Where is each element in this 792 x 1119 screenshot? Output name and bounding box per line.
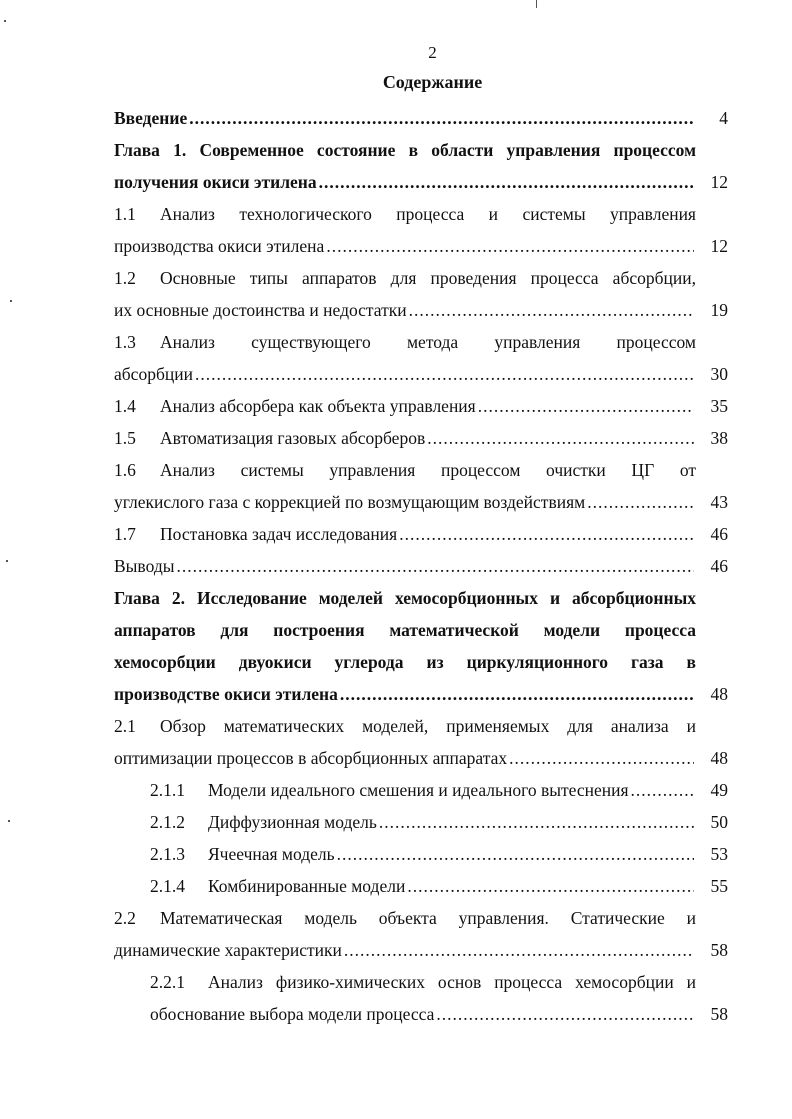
toc-entry-number: 2.1.1 — [150, 780, 185, 800]
toc-entry-number: 2.1.4 — [150, 876, 185, 896]
toc-entry-number: 2.1.2 — [150, 812, 185, 832]
toc-entry — [150, 806, 728, 838]
toc-entry-title: производства окиси этилена — [114, 236, 325, 256]
toc-entry — [114, 102, 728, 134]
toc-entry-title: обоснование выбора модели процесса — [150, 1004, 435, 1024]
toc-entry — [114, 902, 728, 966]
toc-entry-number: 2.1 — [114, 716, 136, 736]
toc-entry-title: Глава 2. Исследование моделей хемосорбционных и абсорбционных — [114, 588, 696, 608]
toc-entry-number: 2.2.1 — [150, 972, 185, 992]
toc-entry-number: 1.2 — [114, 268, 136, 288]
page-number: 2 — [428, 43, 437, 62]
toc-entry-title: Анализ технологического процесса и системы управления — [160, 204, 696, 224]
toc-dot-leader — [337, 838, 694, 870]
toc-entry-title: производстве окиси этилена — [114, 684, 338, 704]
toc-dot-leader — [319, 166, 694, 198]
toc-entry — [150, 774, 728, 806]
toc-page-number: 46 — [710, 556, 728, 576]
toc-entry-title: Анализ физико-химических основ процесса хемосорбции и — [208, 972, 696, 992]
page-title: Содержание — [382, 72, 483, 92]
toc-entry-title: получения окиси этилена — [114, 172, 317, 192]
toc-page-number: 49 — [710, 780, 728, 800]
toc-entry — [114, 454, 728, 518]
toc-entry-number: 2.2 — [114, 908, 136, 928]
toc-dot-leader — [587, 486, 694, 518]
toc-entry — [114, 582, 728, 710]
toc-entry — [114, 134, 728, 198]
toc-dot-leader — [399, 518, 694, 550]
toc-entry-number: 1.3 — [114, 332, 136, 352]
toc-entry-title: Комбинированные модели — [208, 876, 406, 896]
toc-page-number: 38 — [710, 428, 728, 448]
toc-dot-leader — [340, 678, 694, 710]
toc-dot-leader — [631, 774, 694, 806]
toc-entry — [150, 966, 728, 1030]
toc-dot-leader — [509, 742, 694, 774]
toc-dot-leader — [344, 934, 694, 966]
toc-entry-title: их основные достоинства и недостатки — [114, 300, 407, 320]
toc-entry-title: Модели идеального смешения и идеального вытеснения — [208, 780, 629, 800]
toc-entry-title: Диффузионная модель — [208, 812, 377, 832]
toc-dot-leader — [409, 294, 694, 326]
toc-page-number: 43 — [710, 492, 728, 512]
toc-entry-title: Основные типы аппаратов для проведения процесса абсорбции, — [160, 268, 696, 288]
toc-page-number: 46 — [710, 524, 728, 544]
toc-entry-title: оптимизации процессов в абсорбционных аппаратах — [114, 748, 508, 768]
scan-mark — [536, 0, 537, 8]
toc-entry-number: 1.5 — [114, 428, 136, 448]
toc-page-number: 35 — [710, 396, 728, 416]
toc-entry-title: Математическая модель объекта управления. Статические и — [160, 908, 696, 928]
toc-dot-leader — [379, 806, 694, 838]
toc-page-number: 48 — [710, 748, 728, 768]
toc-entry-title: Выводы — [114, 556, 175, 576]
toc-page-number: 30 — [710, 364, 728, 384]
toc-page-number: 4 — [719, 108, 728, 128]
toc-dot-leader — [436, 998, 694, 1030]
scan-mark — [6, 560, 8, 562]
toc-entry — [114, 390, 728, 422]
toc-page-number: 19 — [710, 300, 728, 320]
toc-dot-leader — [176, 550, 694, 582]
toc-entry-title: Глава 1. Современное состояние в области управления процессом — [114, 140, 696, 160]
toc-entry-title: Автоматизация газовых абсорберов — [160, 428, 426, 448]
toc-entry-number: 1.7 — [114, 524, 136, 544]
toc-entry — [150, 838, 728, 870]
toc-entry-title: Ячеечная модель — [208, 844, 335, 864]
toc-entry-number: 1.1 — [114, 204, 136, 224]
toc-entry-title: хемосорбции двуокиси углерода из циркуляционного газа в — [114, 652, 696, 672]
toc-entry — [114, 422, 728, 454]
toc-dot-leader — [407, 870, 694, 902]
toc-entry-title: Постановка задач исследования — [160, 524, 398, 544]
toc-entry — [150, 870, 728, 902]
toc-dot-leader — [427, 422, 694, 454]
toc-page-number: 12 — [710, 236, 728, 256]
toc-entry-title: аппаратов для построения математической модели процесса — [114, 620, 696, 640]
toc-page-number: 48 — [710, 684, 728, 704]
scan-mark — [4, 20, 6, 22]
toc-entry-title: Обзор математических моделей, применяемых для анализа и — [160, 716, 696, 736]
scan-mark — [10, 300, 12, 302]
toc-dot-leader — [189, 102, 694, 134]
toc-page-number: 58 — [710, 1004, 728, 1024]
toc-entry — [114, 262, 728, 326]
toc-entry-title: Анализ системы управления процессом очистки ЦГ от — [160, 460, 696, 480]
toc-page-number: 12 — [710, 172, 728, 192]
toc-page-number: 50 — [710, 812, 728, 832]
toc-entry — [114, 518, 728, 550]
toc-entry-number: 2.1.3 — [150, 844, 185, 864]
toc-entry-number: 1.4 — [114, 396, 136, 416]
toc-entry — [114, 198, 728, 262]
toc-entry-title: углекислого газа с коррекцией по возмущающим воздействиям — [114, 492, 586, 512]
toc-entry — [114, 326, 728, 390]
toc-entry-title: Анализ абсорбера как объекта управления — [160, 396, 476, 416]
toc-entry-title: Анализ существующего метода управления процессом — [160, 332, 696, 352]
toc-entry-number: 1.6 — [114, 460, 136, 480]
toc-dot-leader — [478, 390, 694, 422]
toc-entry-title: Введение — [114, 108, 188, 128]
toc-dot-leader — [195, 358, 694, 390]
toc-entry-title: абсорбции — [114, 364, 193, 384]
toc-dot-leader — [326, 230, 694, 262]
toc-entry — [114, 550, 728, 582]
toc-page-number: 58 — [710, 940, 728, 960]
toc-page-number: 55 — [710, 876, 728, 896]
toc-entry — [114, 710, 728, 774]
toc-page-number: 53 — [710, 844, 728, 864]
scan-mark — [8, 820, 10, 822]
toc-entry-title: динамические характеристики — [114, 940, 342, 960]
